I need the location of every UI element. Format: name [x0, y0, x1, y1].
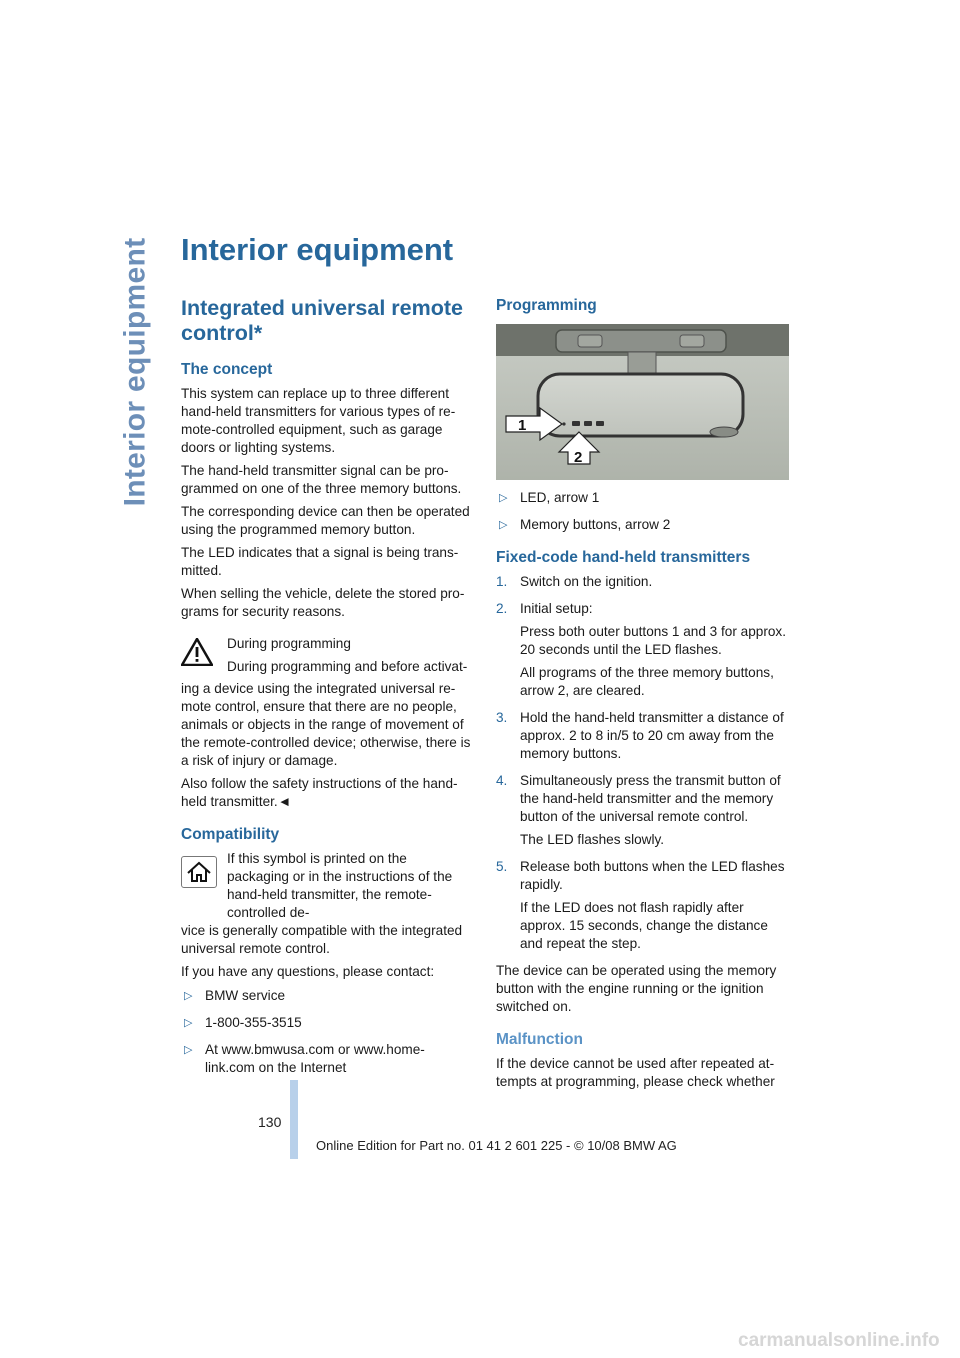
list-item: ▷ BMW service	[184, 988, 286, 1003]
compatibility-box	[181, 850, 471, 1077]
concept-paragraph: The hand-held transmitter signal can be pro-grammed on one of the three memory buttons.	[181, 463, 462, 496]
malfunction-text: If the device cannot be used after repeated at-tempts at programming, please check whether	[496, 1056, 775, 1089]
step-number: 2.	[496, 601, 508, 616]
step-text: Switch on the ignition.	[520, 574, 653, 589]
list-item: ▷ At www.bmwusa.com or www.home-link.com on the Internet	[184, 1042, 425, 1075]
step-detail: If the LED does not flash rapidly after approx. 15 seconds, change the distance and repeat the step.	[520, 900, 768, 951]
step-detail: The LED flashes slowly.	[520, 832, 665, 847]
malfunction-heading: Malfunction	[496, 1031, 583, 1048]
page-title: Interior equipment	[181, 232, 454, 267]
concept-paragraph: The corresponding device can then be operated using the programmed memory button.	[181, 504, 470, 537]
page-number: 130	[258, 1114, 282, 1130]
triangle-bullet-icon: ▷	[499, 519, 508, 531]
section-side-tab-label: Interior equipment	[118, 237, 151, 507]
step-text: Release both buttons when the LED flashes rapidly.	[520, 859, 785, 892]
compatibility-contact: If you have any questions, please contact:	[181, 964, 435, 979]
fixed-code-heading: Fixed-code hand-held transmitters	[496, 549, 751, 566]
section-heading: Integrated universal remote control*	[181, 296, 463, 345]
footer-edition: Online Edition for Part no. 01 41 2 601 225 - © 10/08 BMW AG	[316, 1138, 677, 1153]
step-item	[496, 709, 792, 763]
section-side-tab	[115, 232, 155, 512]
programming-heading: Programming	[496, 297, 597, 314]
step-item	[496, 858, 792, 953]
compatibility-lead: If this symbol is printed on the packaging or in the instructions of the hand-held transmitter, the remote-controlled de-	[227, 851, 453, 920]
step-number: 3.	[496, 710, 508, 725]
step-detail: Press both outer buttons 1 and 3 for approx. 20 seconds until the LED flashes.	[520, 624, 787, 657]
right-column	[496, 296, 792, 1096]
triangle-bullet-icon: ▷	[184, 990, 193, 1002]
compatibility-heading: Compatibility	[181, 826, 280, 843]
step-item	[496, 600, 792, 700]
margin-bar	[290, 1080, 298, 1159]
warning-body: ing a device using the integrated universal re-mote control, ensure that there are no people, animals or objects in the range of movement of the remote-controlled device; otherwise, there is a risk of injury or damage.	[181, 681, 471, 768]
step-text: Hold the hand-held transmitter a distance of approx. 2 to 8 in/5 to 20 cm away from the memory buttons.	[520, 710, 784, 761]
compatibility-body: vice is generally compatible with the integrated universal remote control.	[181, 923, 463, 956]
triangle-bullet-icon: ▷	[499, 492, 508, 504]
list-item: ▷ 1-800-355-3515	[184, 1015, 302, 1030]
figure-label-2: 2	[574, 449, 583, 466]
concept-heading: The concept	[181, 361, 273, 378]
figure-legend	[496, 489, 792, 534]
warning-box	[181, 635, 471, 811]
warning-triangle-icon	[181, 638, 213, 666]
step-number: 1.	[496, 574, 508, 589]
step-detail: All programs of the three memory buttons, arrow 2, are cleared.	[520, 665, 774, 698]
warning-follow: Also follow the safety instructions of the hand-held transmitter.◄	[181, 776, 458, 809]
step-item	[496, 573, 792, 591]
concept-paragraph: When selling the vehicle, delete the stored pro-grams for security reasons.	[181, 586, 465, 619]
homelink-house-icon	[181, 856, 217, 888]
step-item	[496, 772, 792, 849]
list-item: ▷ Memory buttons, arrow 2	[499, 517, 671, 532]
triangle-bullet-icon: ▷	[184, 1017, 193, 1029]
triangle-bullet-icon: ▷	[184, 1044, 193, 1056]
step-text: Initial setup:	[520, 601, 593, 616]
list-item: ▷ LED, arrow 1	[499, 490, 600, 505]
concept-paragraph: This system can replace up to three different hand-held transmitters for various types of re-mote-controlled equipment, such as garage doors or lighting systems.	[181, 386, 456, 455]
programming-steps	[496, 573, 792, 953]
contact-list	[181, 987, 471, 1077]
warning-lead: During programming and before activat-	[227, 659, 468, 674]
operation-note: The device can be operated using the memory button with the engine running or the ignition switched on.	[496, 963, 777, 1014]
concept-paragraph: The LED indicates that a signal is being trans-mitted.	[181, 545, 459, 578]
figure-label-1: 1	[518, 417, 527, 434]
step-text: Simultaneously press the transmit button of the hand-held transmitter and the memory button of the universal remote control.	[520, 773, 781, 824]
warning-title: During programming	[227, 636, 351, 651]
step-number: 5.	[496, 859, 508, 874]
rearview-mirror-photo	[496, 324, 789, 480]
step-number: 4.	[496, 773, 508, 788]
left-column	[181, 296, 471, 1086]
watermark: carmanualsonline.info	[738, 1330, 940, 1351]
